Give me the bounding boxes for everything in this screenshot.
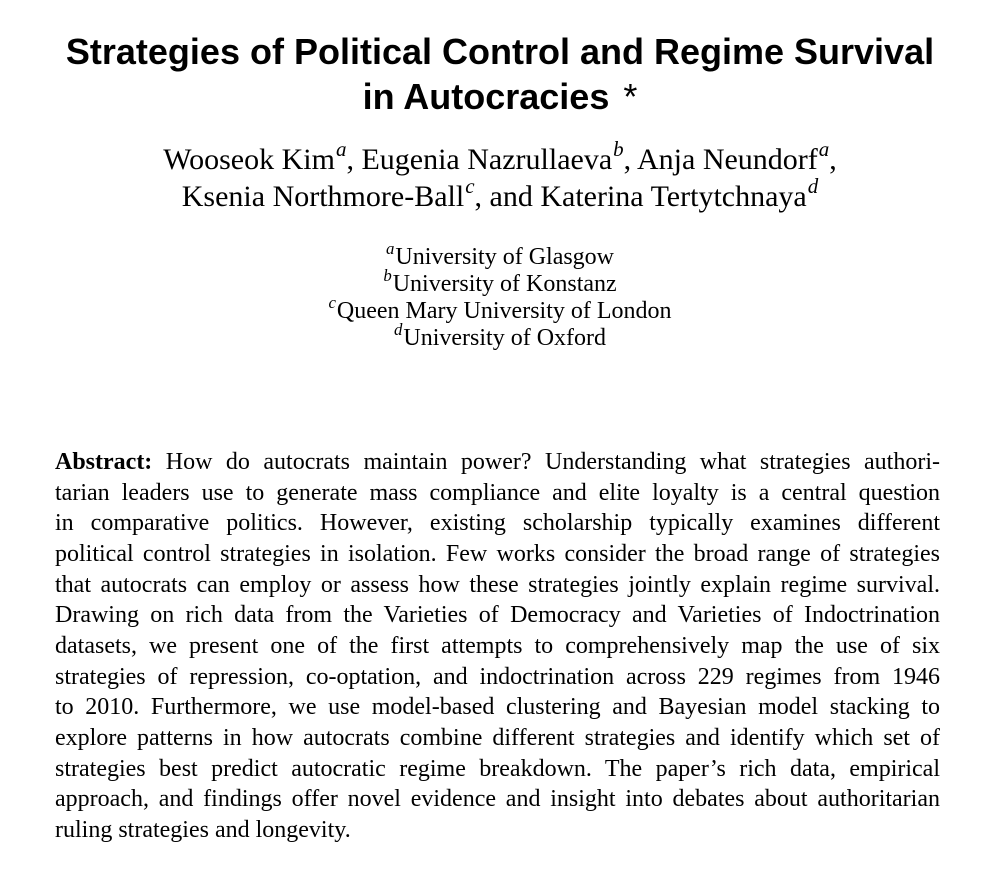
- author-name: Anja Neundorf: [637, 143, 818, 176]
- affiliation-mark: c: [465, 174, 475, 199]
- abstract-line-6: Drawing on rich data from the Varieties of Democracy and Varieties of Indoctrination: [55, 602, 940, 629]
- abstract: [55, 447, 940, 846]
- affiliation-item: [0, 319, 1000, 352]
- author-separator: ,: [829, 143, 837, 176]
- abstract-line-11: strategies best predict autocratic regime breakdown. The paper’s rich data, empirical: [55, 755, 940, 782]
- author-entry: [540, 174, 819, 213]
- author-name: Eugenia Nazrullaeva: [361, 143, 613, 176]
- title-line-2-text: in Autocracies: [362, 76, 610, 117]
- author-list: [0, 137, 1000, 215]
- affiliation-name: Queen Mary University of London: [336, 298, 672, 324]
- author-name: Ksenia Northmore-Ball: [181, 180, 465, 213]
- abstract-line-13: ruling strategies and longevity.: [55, 817, 351, 844]
- author-name: Wooseok Kim: [163, 143, 335, 176]
- author-conjunction: and: [489, 180, 533, 213]
- affiliation-list: [0, 238, 1000, 352]
- author-entry: [637, 137, 837, 176]
- author-name: Katerina Tertytchnaya: [540, 180, 807, 213]
- affiliation-name: University of Glasgow: [395, 244, 615, 270]
- paper-title: [0, 29, 1000, 119]
- affiliation-mark: c: [328, 292, 336, 312]
- affiliation-name: University of Konstanz: [392, 271, 617, 297]
- abstract-line-2: tarian leaders use to generate mass compliance and elite loyalty is a central question: [55, 479, 940, 506]
- abstract-line-8: strategies of repression, co-optation, and indoctrination across 229 regimes from 1946: [55, 663, 940, 690]
- author-entry: [181, 174, 483, 213]
- author-separator: ,: [474, 180, 483, 213]
- abstract-line-3: in comparative politics. However, existing scholarship typically examines different: [55, 510, 940, 537]
- abstract-label: Abstract:: [55, 449, 153, 475]
- affiliation-mark: d: [393, 319, 403, 339]
- affiliation-mark: b: [613, 137, 624, 162]
- affiliation-mark: d: [807, 174, 819, 199]
- author-line-2: [0, 174, 1000, 215]
- author-entry: [361, 137, 632, 176]
- affiliation-item: [0, 265, 1000, 298]
- author-entry: [163, 137, 354, 176]
- abstract-line-9: to 2010. Furthermore, we use model-based clustering and Bayesian model stacking to: [55, 694, 940, 721]
- affiliation-mark: a: [818, 137, 830, 162]
- affiliation-mark: a: [335, 137, 347, 162]
- author-line-1: [0, 137, 1000, 178]
- title-line-2: [0, 74, 1000, 119]
- abstract-line-10: explore patterns in how autocrats combine different strategies and identify which set of: [55, 725, 940, 752]
- affiliation-mark: b: [383, 265, 392, 285]
- title-line-1: Strategies of Political Control and Regime Survival: [65, 31, 935, 72]
- abstract-line-1: [55, 447, 940, 478]
- abstract-line-7: datasets, we present one of the first attempts to comprehensively map the use of six: [55, 633, 940, 660]
- author-separator: ,: [346, 143, 354, 176]
- affiliation-mark: a: [385, 238, 395, 258]
- title-footnote-mark: *: [623, 76, 638, 117]
- abstract-line-5: that autocrats can employ or assess how these strategies jointly explain regime survival.: [55, 571, 940, 598]
- author-separator: ,: [623, 143, 632, 176]
- affiliation-item: [0, 238, 1000, 271]
- abstract-line-4: political control strategies in isolation. Few works consider the broad range of strategies: [55, 541, 940, 568]
- affiliation-item: [0, 292, 1000, 325]
- abstract-line-1-text: How do autocrats maintain power? Understanding what strategies authori-: [165, 449, 940, 475]
- abstract-line-12: approach, and findings offer novel evidence and insight into debates about authoritarian: [55, 786, 940, 813]
- affiliation-name: University of Oxford: [403, 325, 607, 351]
